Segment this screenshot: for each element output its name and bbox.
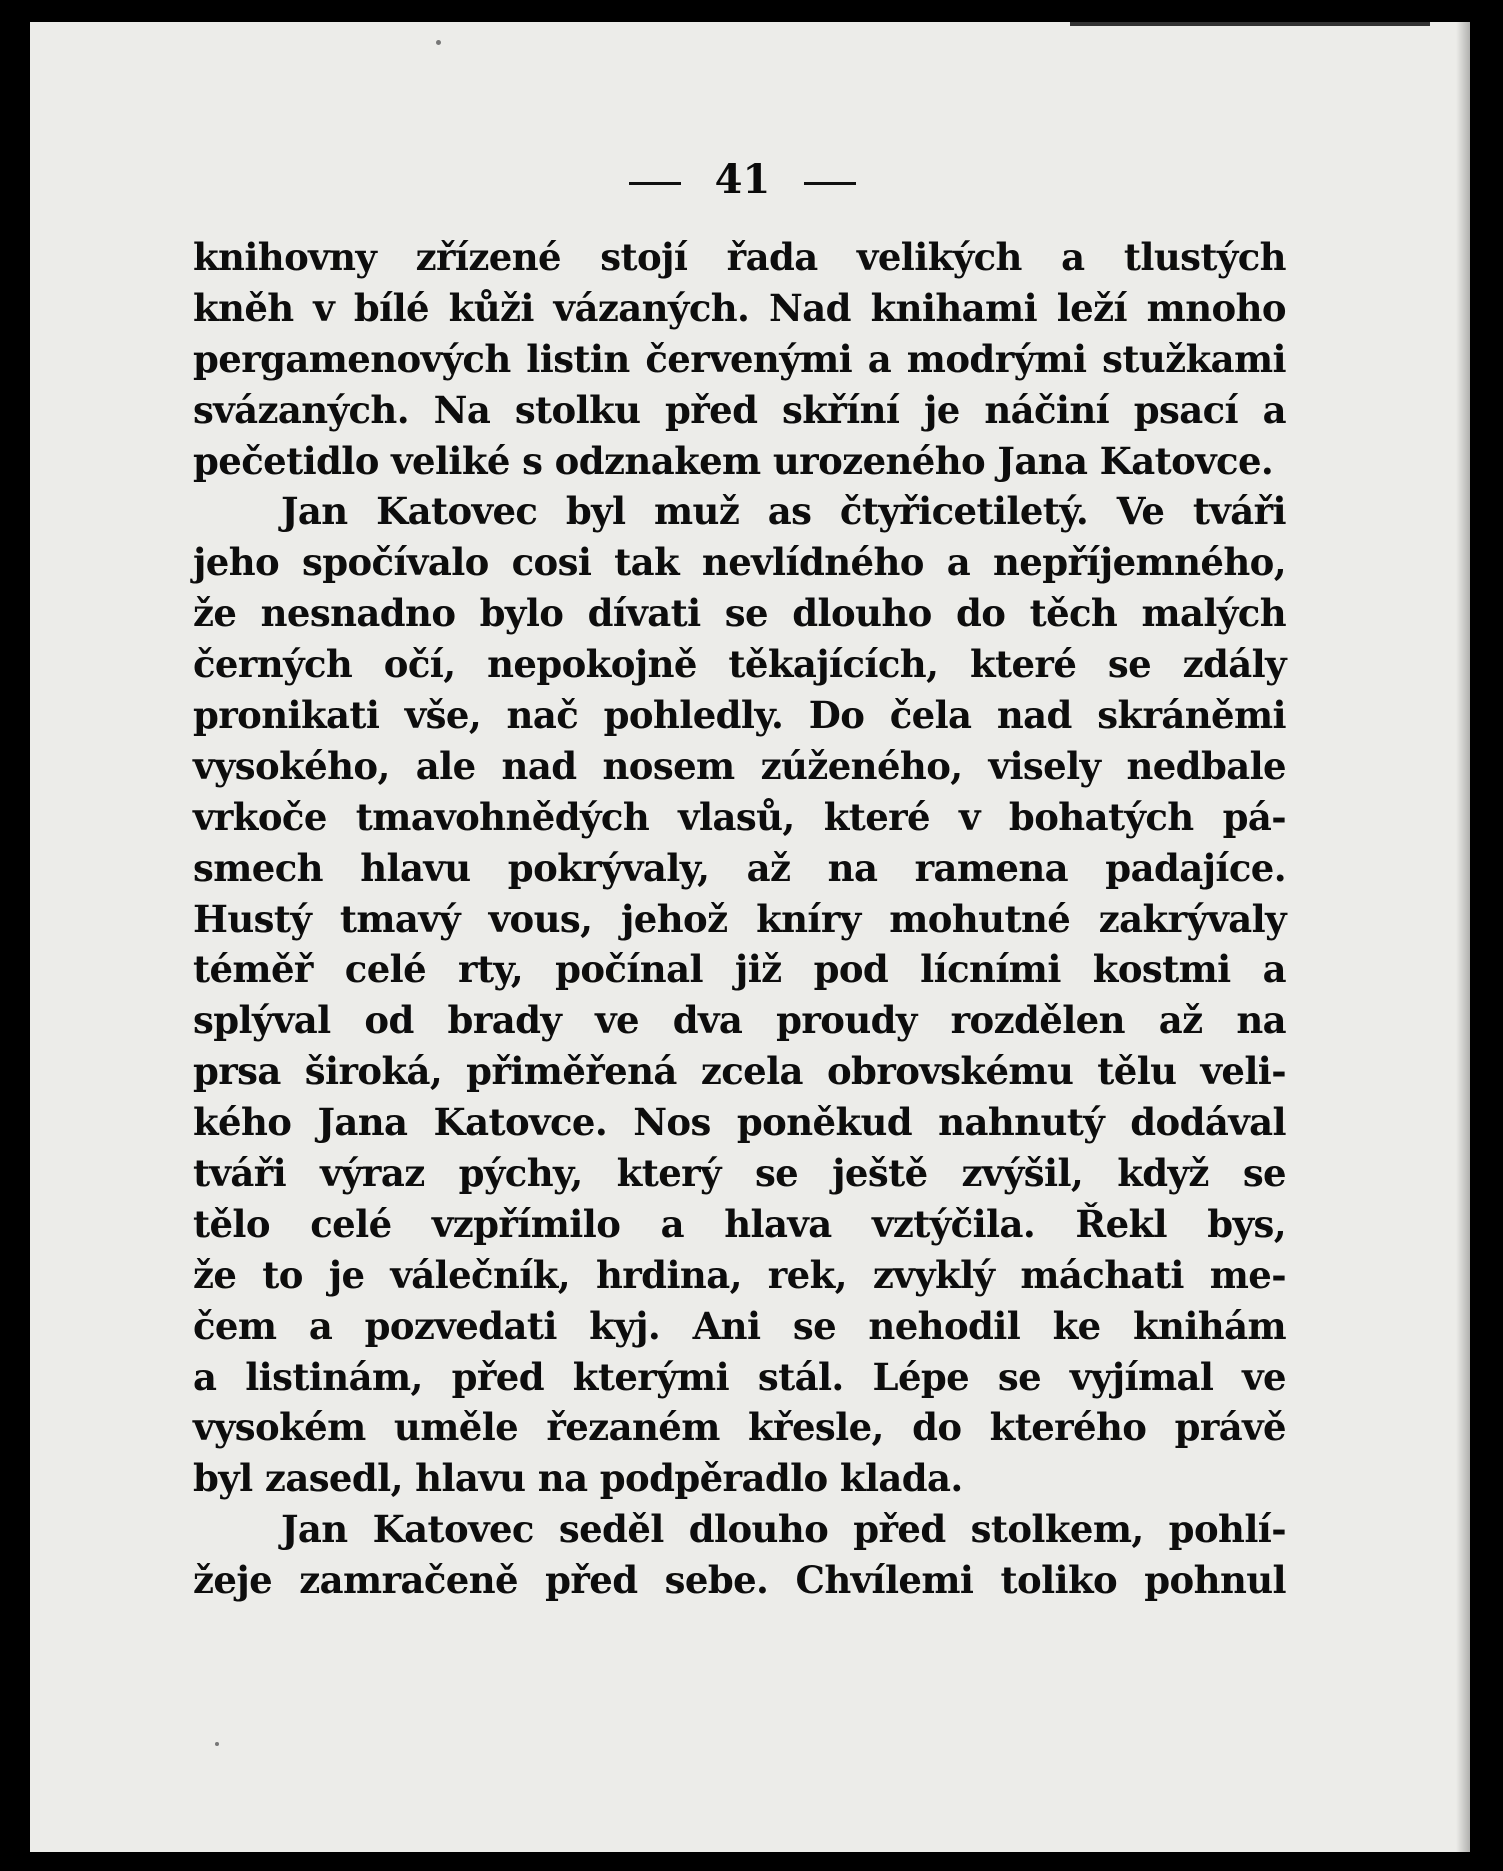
text-line-2: kněh v bílé kůži vázaných. Nad knihami leží mnoho	[193, 285, 1286, 330]
page-number-header	[30, 156, 1455, 203]
top-edge-mark	[1070, 22, 1430, 26]
text-line-17: prsa široká, přiměřená zcela obrovskému tělu veli-	[193, 1049, 1286, 1094]
text-line-10: pronikati vše, nač pohledly. Do čela nad skráněmi	[193, 693, 1286, 738]
right-dash	[804, 182, 856, 185]
text-line-15: téměř celé rty, počínal již pod lícními kostmi a	[193, 947, 1286, 992]
text-line-7: jeho spočívalo cosi tak nevlídného a nepříjemného,	[193, 540, 1286, 585]
text-line-19: tváři výraz pýchy, který se ještě zvýšil, když se	[193, 1151, 1286, 1196]
text-line-4: svázaných. Na stolku před skříní je náčiní psací a	[193, 387, 1286, 432]
text-line-18: kého Jana Katovce. Nos poněkud nahnutý dodával	[193, 1100, 1286, 1145]
page-edge-shadow	[1456, 22, 1470, 1852]
text-line-5: pečetidlo veliké s odznakem urozeného Jana Katovce.	[193, 438, 1274, 483]
book-page	[30, 22, 1470, 1852]
text-line-16: splýval od brady ve dva proudy rozdělen až na	[193, 998, 1286, 1043]
text-line-27: žeje zamračeně před sebe. Chvílemi toliko pohnul	[193, 1558, 1286, 1603]
text-line-13: smech hlavu pokrývaly, až na ramena padajíce.	[193, 845, 1286, 890]
text-line-3: pergamenových listin červenými a modrými stužkami	[193, 336, 1286, 381]
page-number: 41	[714, 156, 771, 203]
text-line-20: tělo celé vzpřímilo a hlava vztýčila. Řekl bys,	[193, 1201, 1286, 1246]
text-line-9: černých očí, nepokojně těkajících, které se zdály	[193, 642, 1286, 687]
text-line-26: Jan Katovec seděl dlouho před stolkem, pohlí-	[281, 1507, 1286, 1552]
text-line-23: a listinám, před kterými stál. Lépe se vyjímal ve	[193, 1354, 1286, 1399]
paper-speck	[215, 1742, 219, 1746]
left-dash	[629, 182, 681, 185]
text-line-25: byl zasedl, hlavu na podpěradlo klada.	[193, 1456, 963, 1501]
text-line-8: že nesnadno bylo dívati se dlouho do těch malých	[193, 591, 1286, 636]
text-line-21: že to je válečník, hrdina, rek, zvyklý máchati me-	[193, 1252, 1286, 1297]
text-line-6: Jan Katovec byl muž as čtyřicetiletý. Ve tváři	[281, 489, 1286, 534]
text-line-22: čem a pozvedati kyj. Ani se nehodil ke knihám	[193, 1303, 1286, 1348]
body-text	[193, 232, 1286, 1606]
text-line-1: knihovny zřízené stojí řada velikých a tlustých	[193, 235, 1286, 279]
text-line-11: vysokého, ale nad nosem zúženého, visely nedbale	[193, 743, 1286, 788]
text-line-24: vysokém uměle řezaném křesle, do kterého právě	[193, 1405, 1286, 1450]
text-line-12: vrkoče tmavohnědých vlasů, které v bohatých pá-	[193, 794, 1286, 839]
text-line-14: Hustý tmavý vous, jehož kníry mohutné zakrývaly	[193, 896, 1286, 941]
paper-speck	[436, 40, 441, 45]
